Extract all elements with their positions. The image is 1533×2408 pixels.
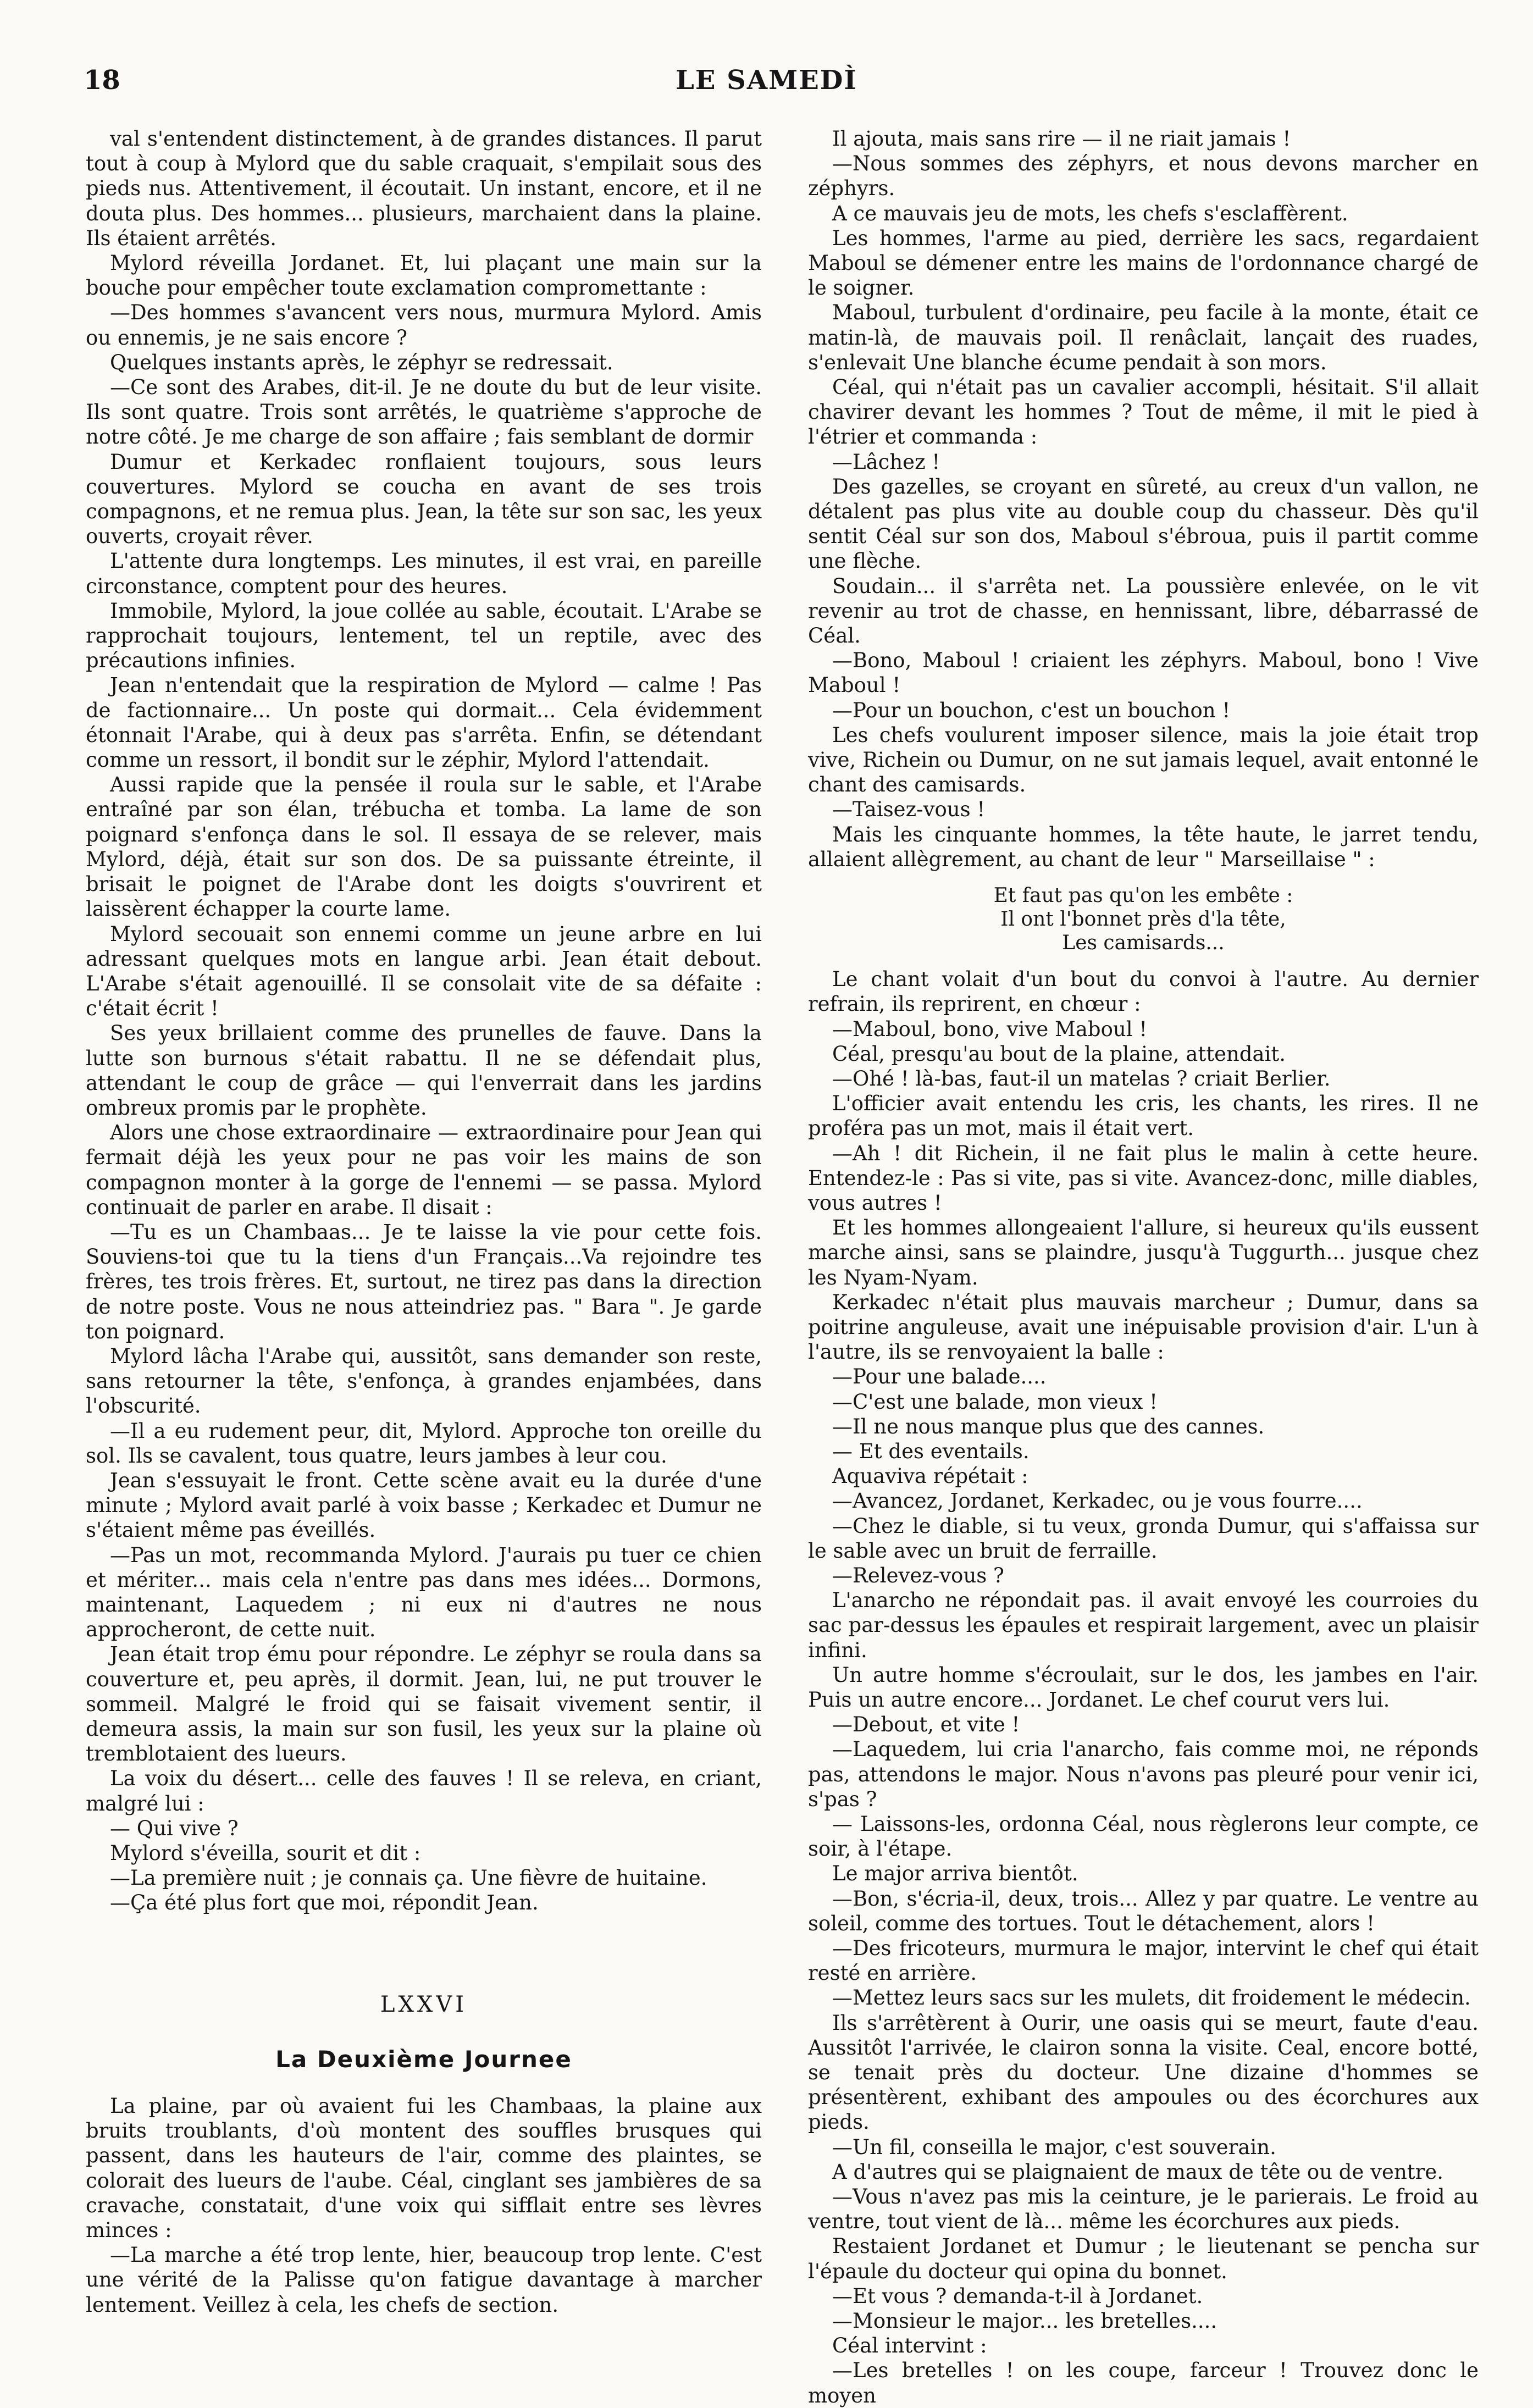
paragraph: —La première nuit ; je connais ça. Une fièvre de huitaine. [110, 1866, 707, 1890]
paragraph: —Et vous ? demanda-t-il à Jordanet. [832, 2284, 1203, 2308]
paragraph: —Pour un bouchon, c'est un bouchon ! [832, 698, 1231, 722]
chapter-title: La Deuxième Journee [275, 2045, 572, 2073]
paragraph: —Debout, et vite ! [832, 1713, 1020, 1737]
chapter-number: LXXVI [380, 1991, 468, 2017]
paragraph: —Vous n'avez pas mis la ceinture, je le parierais. Le froid au ventre, tout vient de là... même les écorchures aux pieds. [808, 2185, 1479, 2234]
paragraph: Les hommes, l'arme au pied, derrière les sacs, regardaient Maboul se démener entre les mains de l'ordonnance chargé de le soigner. [808, 226, 1479, 300]
verse-line: Les camisards... [1062, 932, 1225, 955]
paragraph: — Laissons-les, ordonna Céal, nous règlerons leur compte, ce soir, à l'étape. [808, 1812, 1479, 1861]
paragraph: Ses yeux brillaient comme des prunelles de fauve. Dans la lutte son burnous s'était rabattu. Il ne se défendait plus, attendant le coup de grâce — qui l'enverrait dans les jardins ombreux promis par le prophète. [86, 1021, 762, 1120]
paragraph: Mylord réveilla Jordanet. Et, lui plaçant une main sur la bouche pour empêcher toute exclamation compromettante : [86, 251, 762, 300]
right-column-text-continued [808, 967, 1479, 2408]
paragraph: Jean était trop ému pour répondre. Le zéphyr se roula dans sa couverture et, peu après, il dormit. Jean, lui, ne put trouver le sommeil. Malgré le froid qui se faisait vivement sentir, il demeura assis, la main sur son fusil, les yeux sur la plaine où tremblotaient des lueurs. [86, 1642, 762, 1766]
publication-title: LE SAMEDÌ [676, 65, 857, 96]
paragraph: L'attente dura longtemps. Les minutes, il est vrai, en pareille circonstance, comptent pour des heures. [86, 549, 762, 598]
paragraph: Céal, qui n'était pas un cavalier accompli, hésitait. S'il allait chavirer devant les hommes ? Tout de même, il mit le pied à l'étrier et commanda : [808, 375, 1479, 449]
paragraph: La voix du désert... celle des fauves ! Il se releva, en criant, malgré lui : [86, 1767, 762, 1815]
paragraph: —La marche a été trop lente, hier, beaucoup trop lente. C'est une vérité de la Palisse qu'on fatigue davantage à marcher lentement. Veillez à cela, les chefs de section. [86, 2243, 762, 2317]
paragraph: —Il a eu rudement peur, dit, Mylord. Approche ton oreille du sol. Ils se cavalent, tous quatre, leurs jambes à leur cou. [86, 1419, 762, 1468]
paragraph: Dumur et Kerkadec ronflaient toujours, sous leurs couvertures. Mylord se coucha en avant de ses trois compagnons, et ne remua plus. Jean, la tête sur son sac, les yeux ouverts, croyait rêver. [86, 450, 762, 549]
right-column-text [808, 126, 1479, 872]
paragraph: —Lâchez ! [832, 450, 940, 474]
paragraph: Le major arriva bientôt. [832, 1862, 1078, 1886]
song-verse [808, 884, 1479, 955]
paragraph: Mylord secouait son ennemi comme un jeune arbre en lui adressant quelques mots en langue arbi. Jean était debout. L'Arabe s'était agenouillé. Il se consolait vite de sa défaite : c'était écrit ! [86, 922, 762, 1021]
paragraph: —Laquedem, lui cria l'anarcho, fais comme moi, ne réponds pas, attendons le major. Nous n'avons pas pleuré pour venir ici, s'pas ? [808, 1737, 1479, 1811]
paragraph: Alors une chose extraordinaire — extraordinaire pour Jean qui fermait déjà les yeux pour ne pas voir les mains de son compagnon monter à la gorge de l'ennemi — se passa. Mylord continuait de parler en arabe. Il disait : [86, 1121, 762, 1219]
paragraph: Mylord lâcha l'Arabe qui, aussitôt, sans demander son reste, sans retourner la tête, s'enfonça, à grandes enjambées, dans l'obscurité. [86, 1344, 762, 1418]
paragraph: —Relevez-vous ? [832, 1563, 1004, 1587]
paragraph: Les chefs voulurent imposer silence, mais la joie était trop vive, Richein ou Dumur, on ne sut jamais lequel, avait entonné le chant des camisards. [808, 723, 1479, 797]
paragraph: Aquaviva répétait : [832, 1464, 1028, 1488]
paragraph: —Des hommes s'avancent vers nous, murmura Mylord. Amis ou ennemis, je ne sais encore ? [86, 301, 762, 350]
page-number: 18 [84, 65, 120, 96]
paragraph: —Monsieur le major... les bretelles.... [832, 2309, 1217, 2333]
paragraph: Mylord s'éveilla, sourit et dit : [110, 1841, 421, 1865]
paragraph: —Les bretelles ! on les coupe, farceur ! Trouvez donc le moyen [808, 2359, 1479, 2407]
paragraph: Maboul, turbulent d'ordinaire, peu facile à la monte, était ce matin-là, de mauvais poil. Il renâclait, lançait des ruades, s'enlevait Une blanche écume pendait à son mors. [808, 301, 1479, 374]
paragraph: —Il ne nous manque plus que des cannes. [832, 1414, 1265, 1438]
paragraph: —Mettez leurs sacs sur les mulets, dit froidement le médecin. [832, 1986, 1471, 2010]
paragraph: A d'autres qui se plaignaient de maux de tête ou de ventre. [832, 2160, 1443, 2184]
paragraph: —Bon, s'écria-il, deux, trois... Allez y par quatre. Le ventre au soleil, comme des tortues. Tout le détachement, alors ! [808, 1886, 1479, 1935]
paragraph: —Maboul, bono, vive Maboul ! [832, 1017, 1148, 1041]
paragraph: Il ajouta, mais sans rire — il ne riait jamais ! [832, 127, 1291, 151]
paragraph: —C'est une balade, mon vieux ! [832, 1390, 1158, 1414]
paragraph: —Ça été plus fort que moi, répondit Jean. [110, 1891, 539, 1915]
verse-line: Et faut pas qu'on les embête : [993, 884, 1293, 907]
paragraph: —Taisez-vous ! [832, 798, 986, 822]
left-column [86, 126, 762, 2317]
paragraph: —Pour une balade.... [832, 1365, 1047, 1389]
paragraph: Jean n'entendait que la respiration de Mylord — calme ! Pas de factionnaire... Un poste qui dormait... Cela évidemment étonnait l'Arabe, qui à deux pas s'arrêta. Enfin, se détendant comme un ressort, il bondit sur le zéphir, Mylord l'attendait. [86, 673, 762, 772]
paragraph: —Pas un mot, recommanda Mylord. J'aurais pu tuer ce chien et mériter... mais cela n'entre pas dans mes idées... Dormons, maintenant, Laquedem ; ni eux ni d'autres ne nous approcheront, de cette nuit. [86, 1543, 762, 1642]
paragraph: Céal intervint : [832, 2334, 987, 2358]
paragraph: Kerkadec n'était plus mauvais marcheur ; Dumur, dans sa poitrine anguleuse, avait une inépuisable provision d'air. L'un à l'autre, ils se renvoyaient la balle : [808, 1290, 1479, 1364]
paragraph: —Ah ! dit Richein, il ne fait plus le malin à cette heure. Entendez-le : Pas si vite, pas si vite. Avancez-donc, mille diables, vous autres ! [808, 1141, 1479, 1215]
paragraph: Immobile, Mylord, la joue collée au sable, écoutait. L'Arabe se rapprochait toujours, lentement, tel un reptile, avec des précautions infinies. [86, 599, 762, 673]
paragraph: Un autre homme s'écroulait, sur le dos, les jambes en l'air. Puis un autre encore... Jordanet. Le chef courut vers lui. [808, 1663, 1479, 1712]
paragraph: —Chez le diable, si tu veux, gronda Dumur, qui s'affaissa sur le sable avec un bruit de ferraille. [808, 1514, 1479, 1563]
paragraph: —Un fil, conseilla le major, c'est souverain. [832, 2135, 1276, 2159]
verse-line: Il ont l'bonnet près d'la tête, [1000, 908, 1286, 931]
right-column [808, 126, 1479, 2408]
paragraph: Soudain... il s'arrêta net. La poussière enlevée, on le vit revenir au trot de chasse, en hennissant, libre, débarrassé de Céal. [808, 574, 1479, 648]
paragraph: —Des fricoteurs, murmura le major, intervint le chef qui était resté en arrière. [808, 1936, 1479, 1985]
paragraph: —Avancez, Jordanet, Kerkadec, ou je vous fourre.... [832, 1489, 1363, 1513]
chapter-opening-text [86, 2094, 762, 2317]
paragraph: Aussi rapide que la pensée il roula sur le sable, et l'Arabe entraîné par son élan, trébucha et tomba. La lame de son poignard s'enfonça dans le sol. Il essaya de se relever, mais Mylord, déjà, était sur son dos. De sa puissante étreinte, il brisait le poignet de l'Arabe dont les doigts s'ouvrirent et laissèrent échapper la courte lame. [86, 773, 762, 921]
paragraph: val s'entendent distinctement, à de grandes distances. Il parut tout à coup à Mylord que du sable craquait, s'empilait sous des pieds nus. Attentivement, il écoutait. Un instant, encore, et il ne douta plus. Des hommes... plusieurs, marchaient dans la plaine. Ils étaient arrêtés. [86, 127, 762, 250]
paragraph: —Tu es un Chambaas... Je te laisse la vie pour cette fois. Souviens-toi que tu la tiens d'un Français...Va rejoindre tes frères, tes trois frères. Et, surtout, ne tirez pas dans la direction de notre poste. Vous ne nous atteindriez pas. " Bara ". Je garde ton poignard. [86, 1220, 762, 1343]
paragraph: Et les hommes allongeaient l'allure, si heureux qu'ils eussent marche ainsi, sans se plaindre, jusqu'à Tuggurth... jusque chez les Nyam-Nyam. [808, 1216, 1479, 1289]
paragraph: Restaient Jordanet et Dumur ; le lieutenant se pencha sur l'épaule du docteur qui opina du bonnet. [808, 2234, 1479, 2283]
paragraph: Ils s'arrêtèrent à Ourir, une oasis qui se meurt, faute d'eau. Aussitôt l'arrivée, le clairon sonna la visite. Ceal, encore botté, se tenait près du docteur. Une dizaine d'hommes se présentèrent, exhibant des ampoules ou des écorchures aux pieds. [808, 2011, 1479, 2134]
paragraph: —Ohé ! là-bas, faut-il un matelas ? criait Berlier. [832, 1066, 1331, 1090]
paragraph: — Et des eventails. [832, 1439, 1030, 1463]
paragraph: —Ce sont des Arabes, dit-il. Je ne doute du but de leur visite. Ils sont quatre. Trois sont arrêtés, le quatrième s'approche de notre côté. Je me charge de son affaire ; fais semblant de dormir [86, 375, 762, 449]
left-column-text [86, 126, 762, 1916]
paragraph: —Bono, Maboul ! criaient les zéphyrs. Maboul, bono ! Vive Maboul ! [808, 649, 1479, 698]
paragraph: Jean s'essuyait le front. Cette scène avait eu la durée d'une minute ; Mylord avait parlé à voix basse ; Kerkadec et Dumur ne s'étaient même pas éveillés. [86, 1468, 762, 1542]
paragraph: A ce mauvais jeu de mots, les chefs s'esclaffèrent. [832, 201, 1348, 225]
paragraph: Des gazelles, se croyant en sûreté, au creux d'un vallon, ne détalent pas plus vite au double coup du chasseur. Dès qu'il sentit Céal sur son dos, Maboul s'ébroua, puis il partit comme une flèche. [808, 474, 1479, 573]
paragraph: Quelques instants après, le zéphyr se redressait. [110, 350, 613, 374]
paragraph: L'anarcho ne répondait pas. il avait envoyé les courroies du sac par-dessus les épaules et respirait largement, avec un plaisir infini. [808, 1588, 1479, 1662]
paragraph: — Qui vive ? [110, 1816, 239, 1840]
paragraph: La plaine, par où avaient fui les Chambaas, la plaine aux bruits troublants, d'où montent des souffles brusques qui passent, dans les hauteurs de l'air, comme des plaintes, se colorait des lueurs de l'aube. Céal, cinglant ses jambières de sa cravache, constatait, d'une voix qui sifflait entre ses lèvres minces : [86, 2094, 762, 2243]
paragraph: Le chant volait d'un bout du convoi à l'autre. Au dernier refrain, ils reprirent, en chœur : [808, 967, 1479, 1016]
paragraph: Mais les cinquante hommes, la tête haute, le jarret tendu, allaient allègrement, au chant de leur " Marseillaise " : [808, 822, 1479, 871]
paragraph: Céal, presqu'au bout de la plaine, attendait. [832, 1042, 1286, 1066]
paragraph: L'officier avait entendu les cris, les chants, les rires. Il ne proféra pas un mot, mais il était vert. [808, 1092, 1479, 1141]
paragraph: —Nous sommes des zéphyrs, et nous devons marcher en zéphyrs. [808, 152, 1479, 201]
